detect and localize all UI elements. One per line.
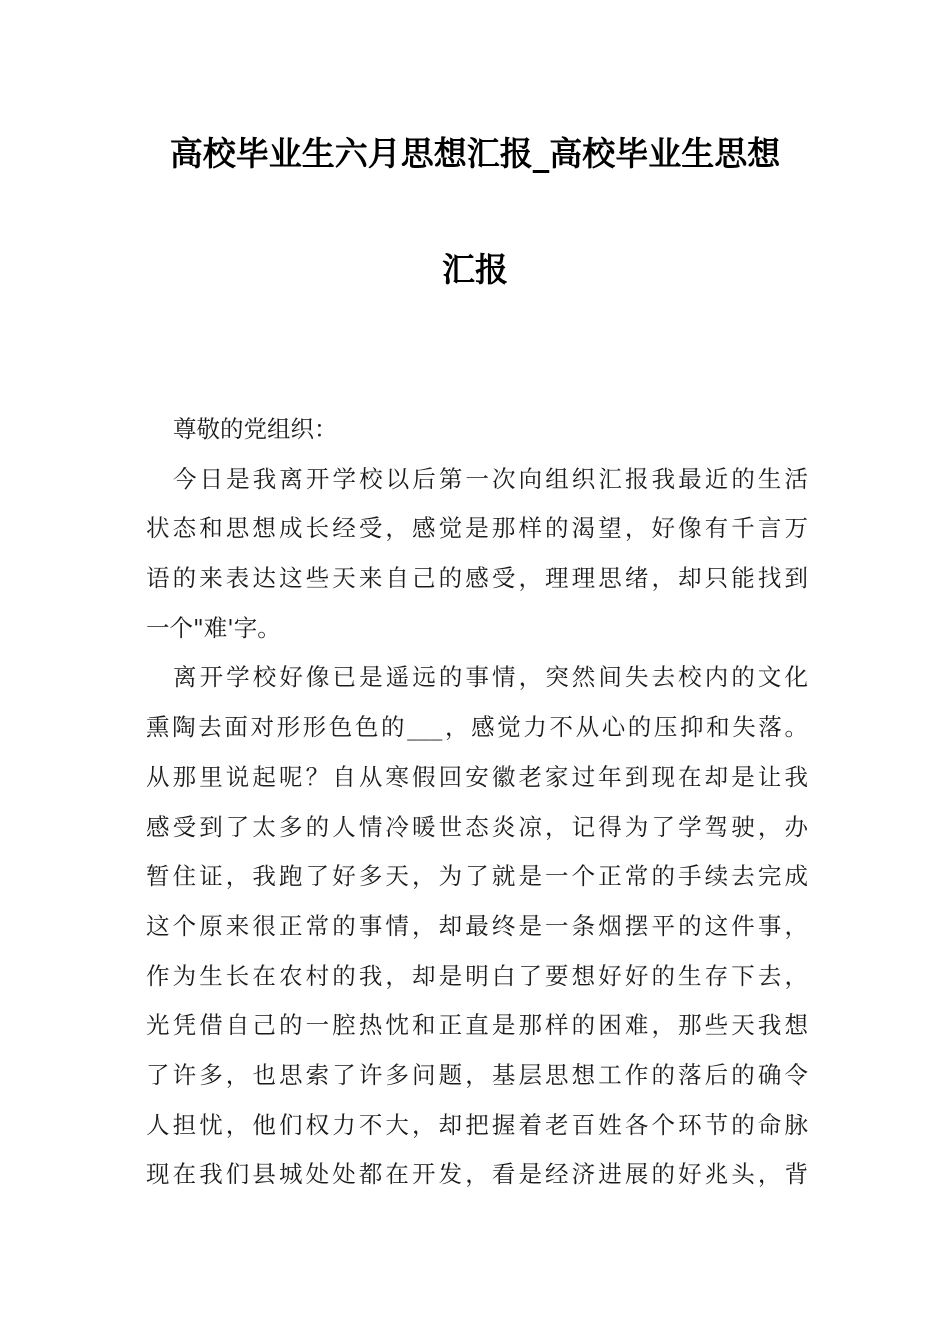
paragraph-line: 现在我们县城处处都在开发，看是经济进展的好兆头，背 [146,1160,808,1189]
paragraph-line: 这个原来很正常的事情，却最终是一条烟摆平的这件事， [146,911,808,940]
paragraph-line: 离开学校好像已是遥远的事情，突然间失去校内的文化 [173,663,808,692]
paragraph-line: 一个"难'字。 [146,613,281,642]
document-title-line-1: 高校毕业生六月思想汇报_高校毕业生思想 [169,134,781,173]
paragraph-line: 状态和思想成长经受，感觉是那样的渴望，好像有千言万 [146,514,808,543]
paragraph-line: 光凭借自己的一腔热忱和正直是那样的困难，那些天我想 [146,1011,808,1040]
salutation: 尊敬的党组织： [173,415,338,443]
paragraph-line: 作为生长在农村的我，却是明白了要想好好的生存下去， [146,961,808,990]
paragraph-line: 感受到了太多的人情冷暖世态炎凉，记得为了学驾驶，办 [146,812,808,841]
paragraph-line: 从那里说起呢？自从寒假回安徽老家过年到现在却是让我 [146,762,808,791]
paragraph-line: 了许多，也思索了许多问题，基层思想工作的落后的确令 [146,1060,808,1089]
paragraph-line: 今日是我离开学校以后第一次向组织汇报我最近的生活 [173,464,808,493]
paragraph-line: 人担忧，他们权力不大，却把握着老百姓各个环节的命脉 [146,1110,808,1139]
paragraph-line: 暂住证，我跑了好多天，为了就是一个正常的手续去完成 [146,862,808,891]
document-body [146,405,808,1200]
document-title-line-2: 汇报 [442,250,508,289]
paragraph-line: 语的来表达这些天来自己的感受，理理思绪，却只能找到 [146,564,808,593]
paragraph-line: 熏陶去面对形形色色的___，感觉力不从心的压抑和失落。 [146,713,808,742]
